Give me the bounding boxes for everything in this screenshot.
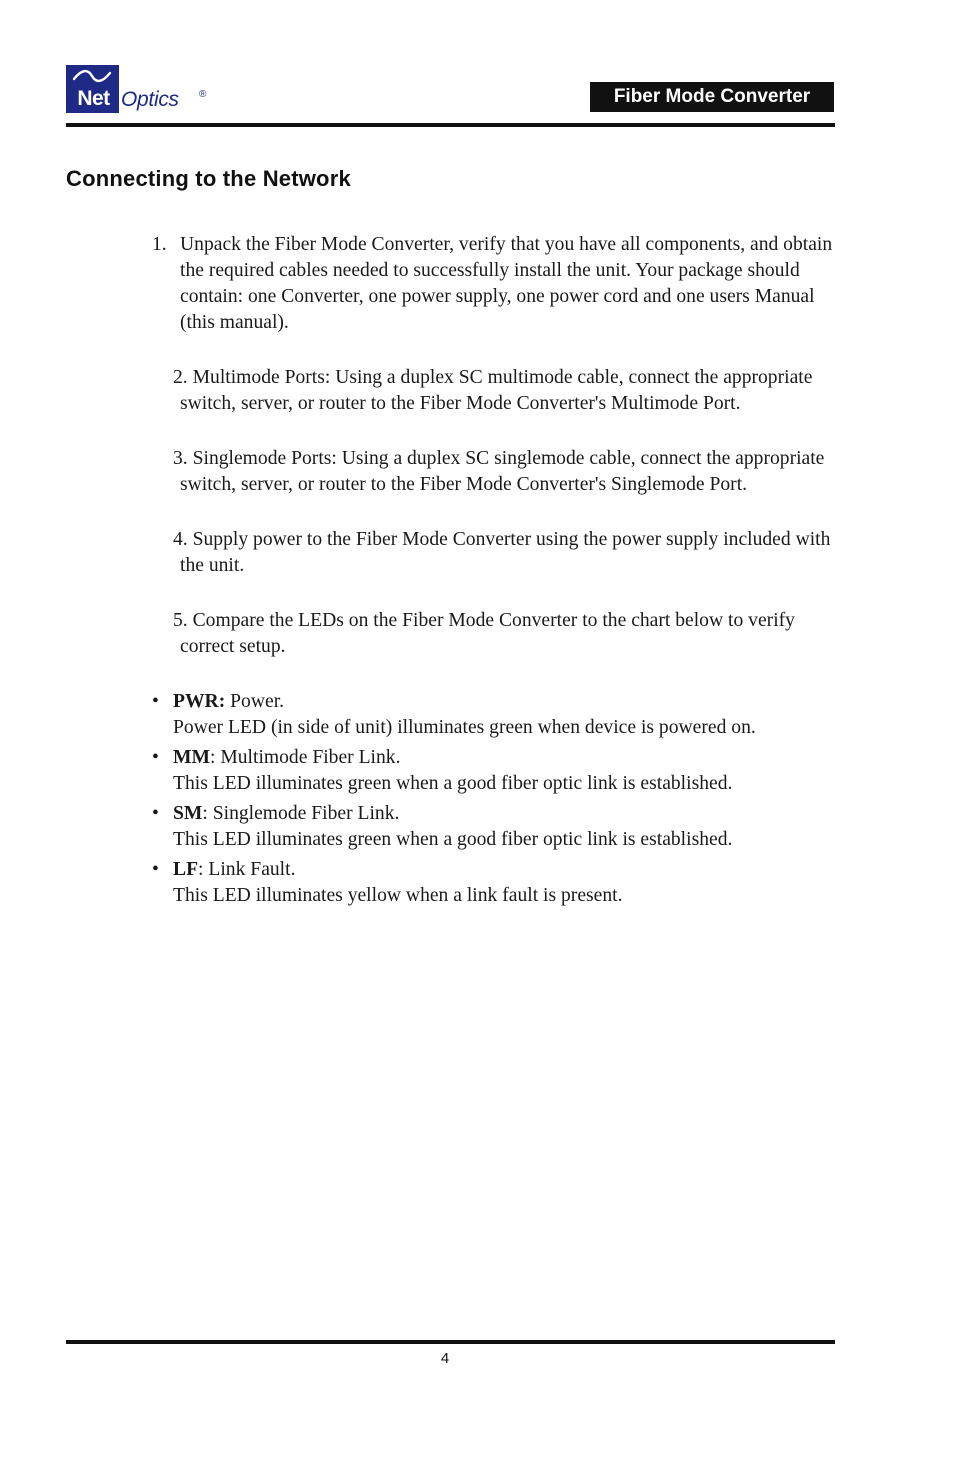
logo-net-text: Net: [77, 87, 110, 110]
step-2: [152, 365, 852, 417]
led-item-mm: [152, 745, 852, 797]
step-3: [152, 446, 852, 498]
step-5: [152, 608, 852, 660]
step-number: 5.: [173, 610, 188, 631]
logo-mark: [66, 65, 119, 113]
step-1: [152, 232, 852, 336]
step-number: 3.: [173, 448, 188, 469]
bullet-icon: •: [152, 803, 159, 824]
led-item-lf: [152, 857, 852, 909]
step-text: Unpack the Fiber Mode Converter, verify that you have all components, and obtain the required cables needed to successfully install the unit. Your package should contain: one Converter, one power supply, one power cord and one users Manual (this manual).: [180, 234, 833, 333]
net-optics-logo: [66, 65, 226, 115]
led-title: Power.: [225, 691, 285, 712]
led-description: This LED illuminates green when a good fiber optic link is established.: [173, 829, 733, 850]
step-text: 4. Supply power to the Fiber Mode Converter using the power supply included with the unit.: [173, 529, 831, 576]
bullet-icon: •: [152, 691, 159, 712]
led-label: PWR:: [173, 691, 226, 712]
led-label: SM: [173, 803, 203, 824]
step-number: 4.: [173, 529, 188, 550]
document-title-banner: Fiber Mode Converter: [590, 82, 834, 112]
step-number: 2.: [173, 367, 188, 388]
page-number: 4: [440, 1350, 450, 1367]
bullet-icon: •: [152, 859, 159, 880]
step-4: [152, 527, 852, 579]
step-text: 3. Singlemode Ports: Using a duplex SC singlemode cable, connect the appropriate switch, server, or router to the Fiber Mode Converter's Singlemode Port.: [173, 448, 825, 495]
step-text: 5. Compare the LEDs on the Fiber Mode Converter to the chart below to verify correct setup.: [173, 610, 795, 657]
step-text: 2. Multimode Ports: Using a duplex SC multimode cable, connect the appropriate switch, server, or router to the Fiber Mode Converter's Multimode Port.: [173, 367, 813, 414]
logo-optics-text: Optics: [121, 88, 179, 111]
header-rule: [66, 123, 835, 127]
instructions: [152, 232, 852, 913]
footer-rule: [66, 1340, 835, 1344]
led-item-sm: [152, 801, 852, 853]
led-list: [152, 689, 852, 909]
led-description: This LED illuminates yellow when a link fault is present.: [173, 885, 623, 906]
led-title: : Multimode Fiber Link.: [210, 747, 401, 768]
bullet-icon: •: [152, 747, 159, 768]
registered-mark: ®: [199, 89, 207, 100]
section-heading: Connecting to the Network: [66, 166, 351, 191]
led-label: MM: [173, 747, 210, 768]
led-title: : Link Fault.: [198, 859, 296, 880]
wave-icon: [72, 69, 112, 83]
led-description: Power LED (in side of unit) illuminates green when device is powered on.: [173, 717, 756, 738]
step-number: 1.: [152, 234, 167, 255]
led-item-pwr: [152, 689, 852, 741]
led-description: This LED illuminates green when a good fiber optic link is established.: [173, 773, 733, 794]
led-title: : Singlemode Fiber Link.: [202, 803, 400, 824]
led-label: LF: [173, 859, 199, 880]
